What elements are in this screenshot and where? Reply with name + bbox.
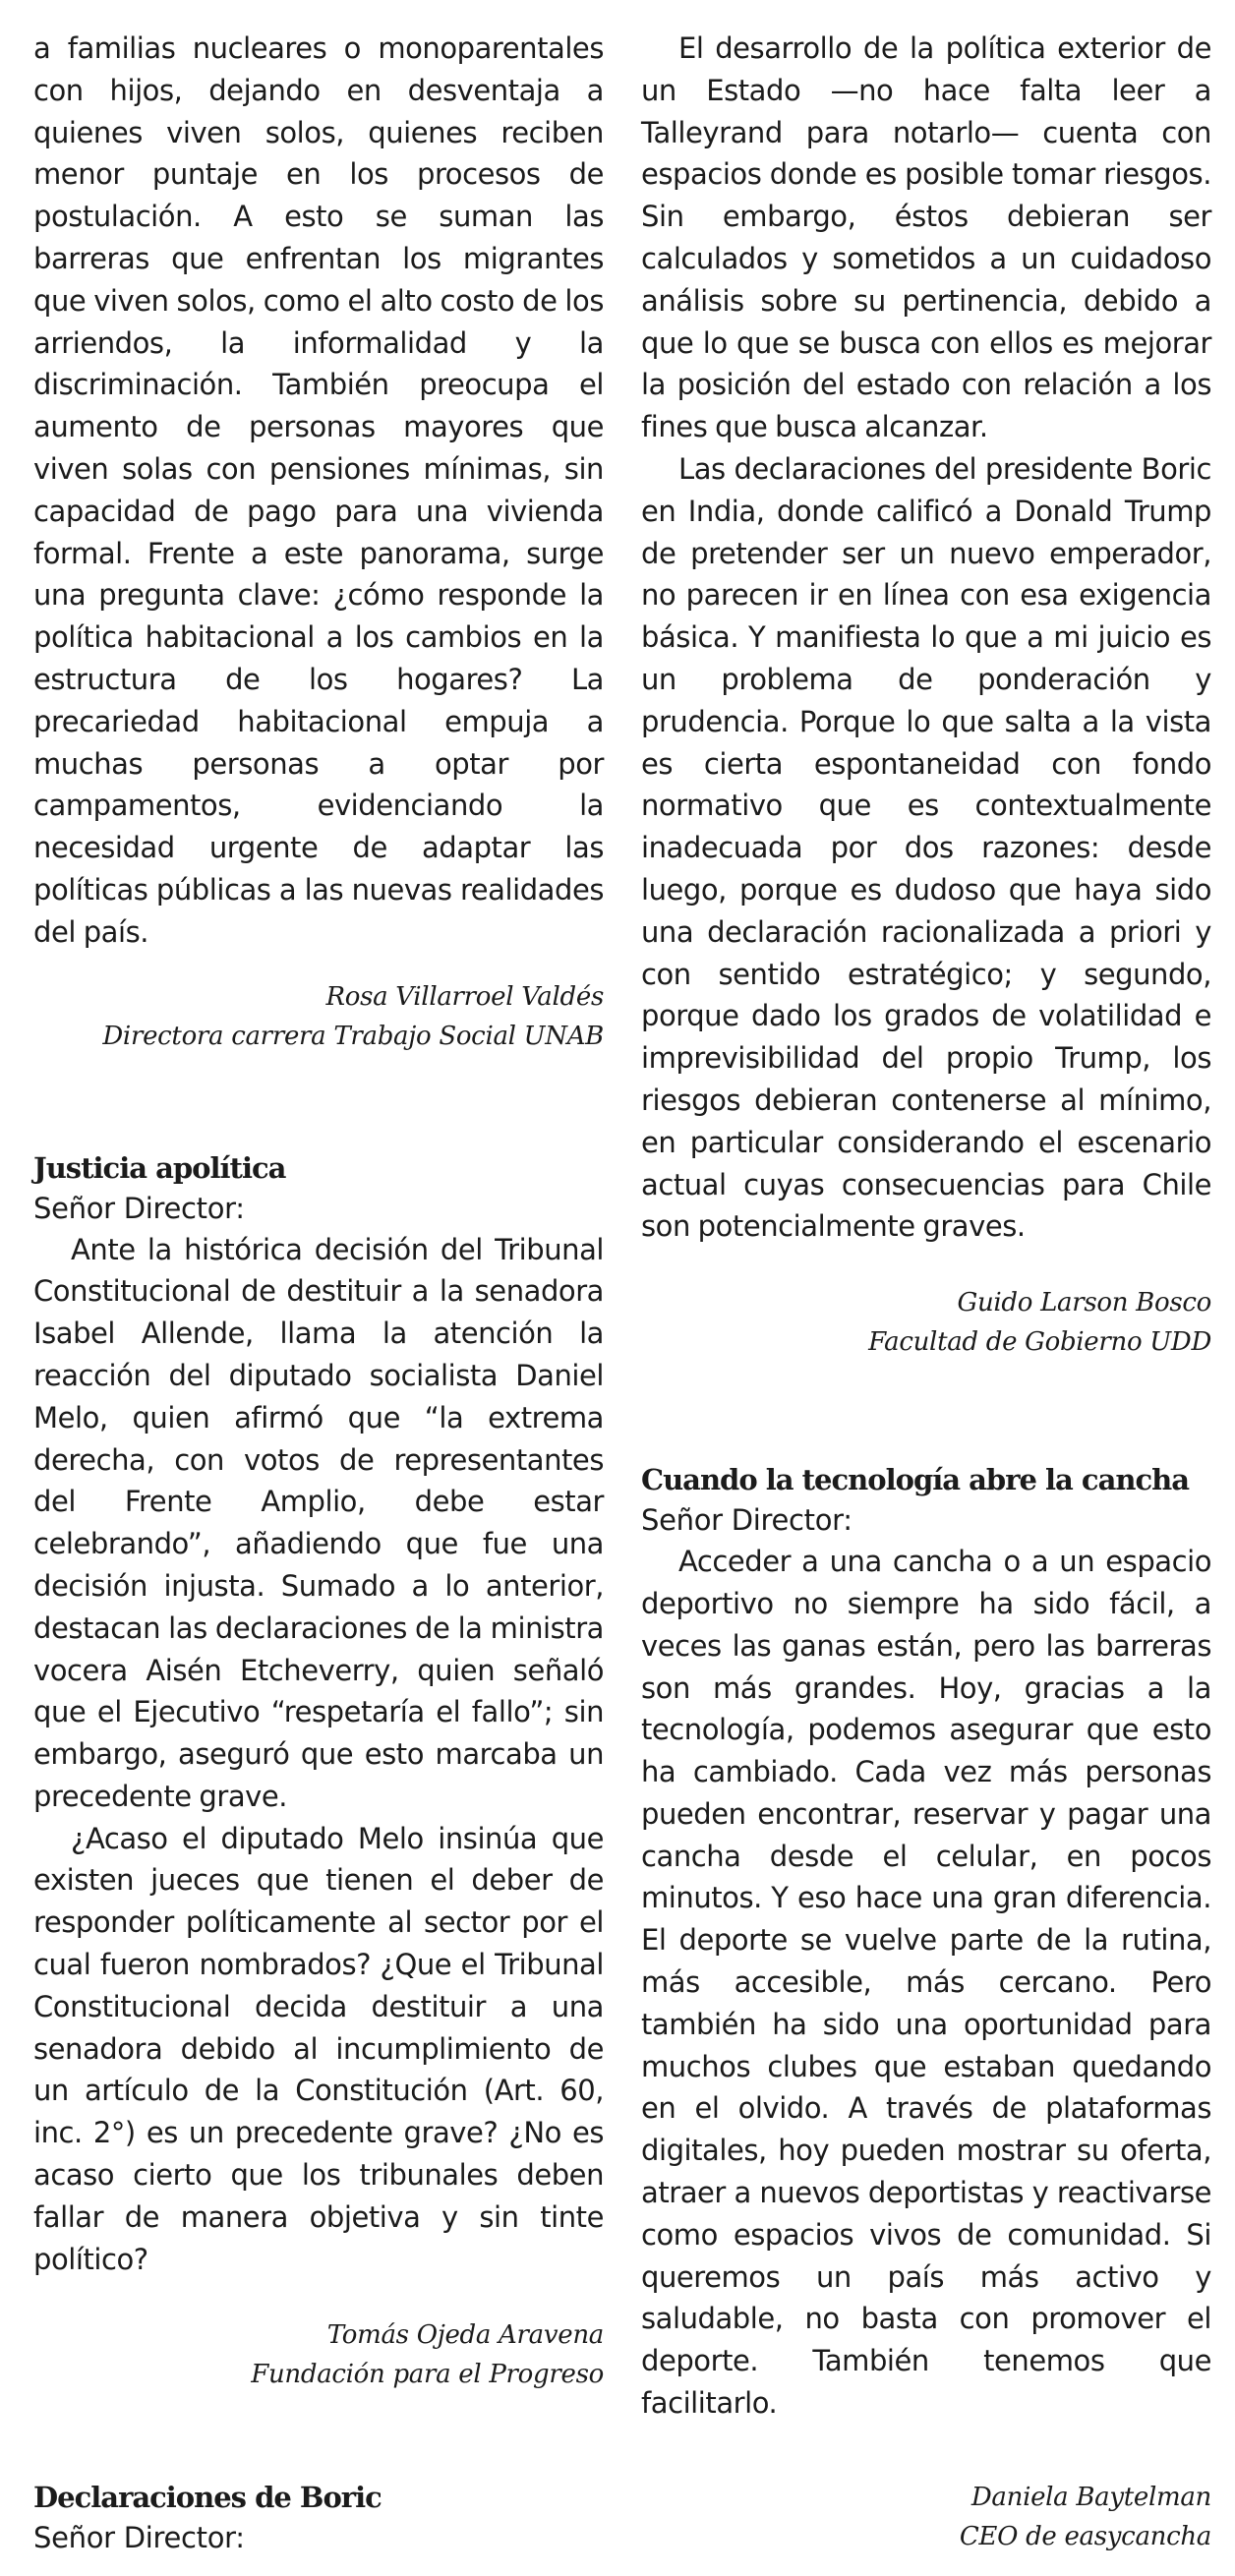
- left-column: [33, 28, 604, 2394]
- salutation: Señor Director:: [33, 2521, 245, 2554]
- signature-role: Facultad de Gobierno UDD: [868, 1327, 1211, 1358]
- letter-block-bottom: [33, 2478, 604, 2558]
- letter-paragraph: Acceder a una cancha o a un espacio deportivo no siempre ha sido fácil, a veces las ganas están, pero las barreras son más grandes. Hoy, gracias a la tecnología, podemos asegurar que esto ha cambiado. Cada vez más personas pueden encontrar, reservar y pagar una cancha desde el celular, en pocos minutos. Y eso hace una gran diferencia. El deporte se vuelve parte de la rutina, más accesible, más cercano. Pero también ha sido una oportunidad para muchos clubes que estaban quedando en el olvido. A través de plataformas digitales, hoy pueden mostrar su oferta, atraer a nuevos deportistas y reactivarse como espacios vivos de comunidad. Si queremos un país más activo y saludable, no basta con promover el deporte. También tenemos que facilitarlo.: [641, 1545, 1211, 2421]
- signature-name: Rosa Villarroel Valdés: [325, 981, 604, 1012]
- letter-title: Justicia apolítica: [33, 1150, 286, 1185]
- salutation: Señor Director:: [33, 1191, 245, 1225]
- letter-paragraph: Las declaraciones del presidente Boric en India, donde calificó a Donald Trump de pretender ser un nuevo emperador, no parecen ir en línea con esa exigencia básica. Y manifiesta lo que a mi juicio es un problema de ponderación y prudencia. Porque lo que salta a la vista es cierta espontaneidad con fondo normativo que es contextualmente inadecuada por dos razones: desde luego, porque es dudoso que haya sido una declaración racionalizada a priori y con sentido estratégico; y segundo, porque dado los grados de volatilidad e imprevisibilidad del propio Trump, los riesgos debieran contenerse al mínimo, en particular considerando el escenario actual cuyas consecuencias para Chile son potencialmente graves.: [641, 451, 1211, 1244]
- letter-title: Cuando la tecnología abre la cancha: [641, 1463, 1189, 1497]
- letter-paragraph: ¿Acaso el diputado Melo insinúa que existen jueces que tienen el deber de responder políticamente al sector por el cual fueron nombrados? ¿Que el Tribunal Constitucional decida destituir a una senadora debido al incumplimiento de un artículo de la Constitución (Art. 60, inc. 2°) es un precedente grave? ¿No es acaso cierto que los tribunales deben fallar de manera objetiva y sin tinte político?: [33, 1821, 604, 2276]
- letter-paragraph: Ante la histórica decisión del Tribunal Constitucional de destituir a la senadora Isabel Allende, llama la atención la reacción del diputado socialista Daniel Melo, quien afirmó que “la extrema derecha, con votos de representantes del Frente Amplio, debe estar celebrando”, añadiendo que fue una decisión injusta. Sumado a lo anterior, destacan las declaraciones de la ministra vocera Aisén Etcheverry, quien señaló que el Ejecutivo “respetaría el fallo”; sin embargo, aseguró que esto marcaba un precedente grave.: [33, 1232, 604, 1813]
- signature-role: Fundación para el Progreso: [251, 2360, 604, 2390]
- letter-title: Declaraciones de Boric: [33, 2481, 382, 2514]
- letter-paragraph: El desarrollo de la política exterior de un Estado —no hace falta leer a Talleyrand para notarlo— cuenta con espacios donde es posible tomar riesgos. Sin embargo, éstos debieran ser calculados y sometidos a un cuidadoso análisis sobre su pertinencia, debido a que lo que se busca con ellos es mejorar la posición del estado con relación a los fines que busca alcanzar.: [641, 31, 1211, 444]
- signature-block-bottom: [641, 2478, 1211, 2556]
- salutation: Señor Director:: [641, 1503, 853, 1538]
- signature-name: Guido Larson Bosco: [957, 1288, 1211, 1318]
- right-column: [641, 28, 1211, 2425]
- signature-role: CEO de easycancha: [959, 2522, 1211, 2551]
- signature-role: Directora carrera Trabajo Social UNAB: [102, 1021, 604, 1051]
- signature-name: Tomás Ojeda Aravena: [326, 2320, 604, 2351]
- signature-name: Daniela Baytelman: [970, 2483, 1211, 2512]
- letter-continuation-text: a familias nucleares o monoparentales con hijos, dejando en desventaja a quienes viven solos, quienes reciben menor puntaje en los procesos de postulación. A esto se suman las barreras que enfrentan los migrantes que viven solos, como el alto costo de los arriendos, la informalidad y la discriminación. También preocupa el aumento de personas mayores que viven solas con pensiones mínimas, sin capacidad de pago para una vivienda formal. Frente a este panorama, surge una pregunta clave: ¿cómo responde la política habitacional a los cambios en la estructura de los hogares? La precariedad habitacional empuja a muchas personas a optar por campamentos, evidenciando la necesidad urgente de adaptar las políticas públicas a las nuevas realidades del país.: [33, 31, 604, 949]
